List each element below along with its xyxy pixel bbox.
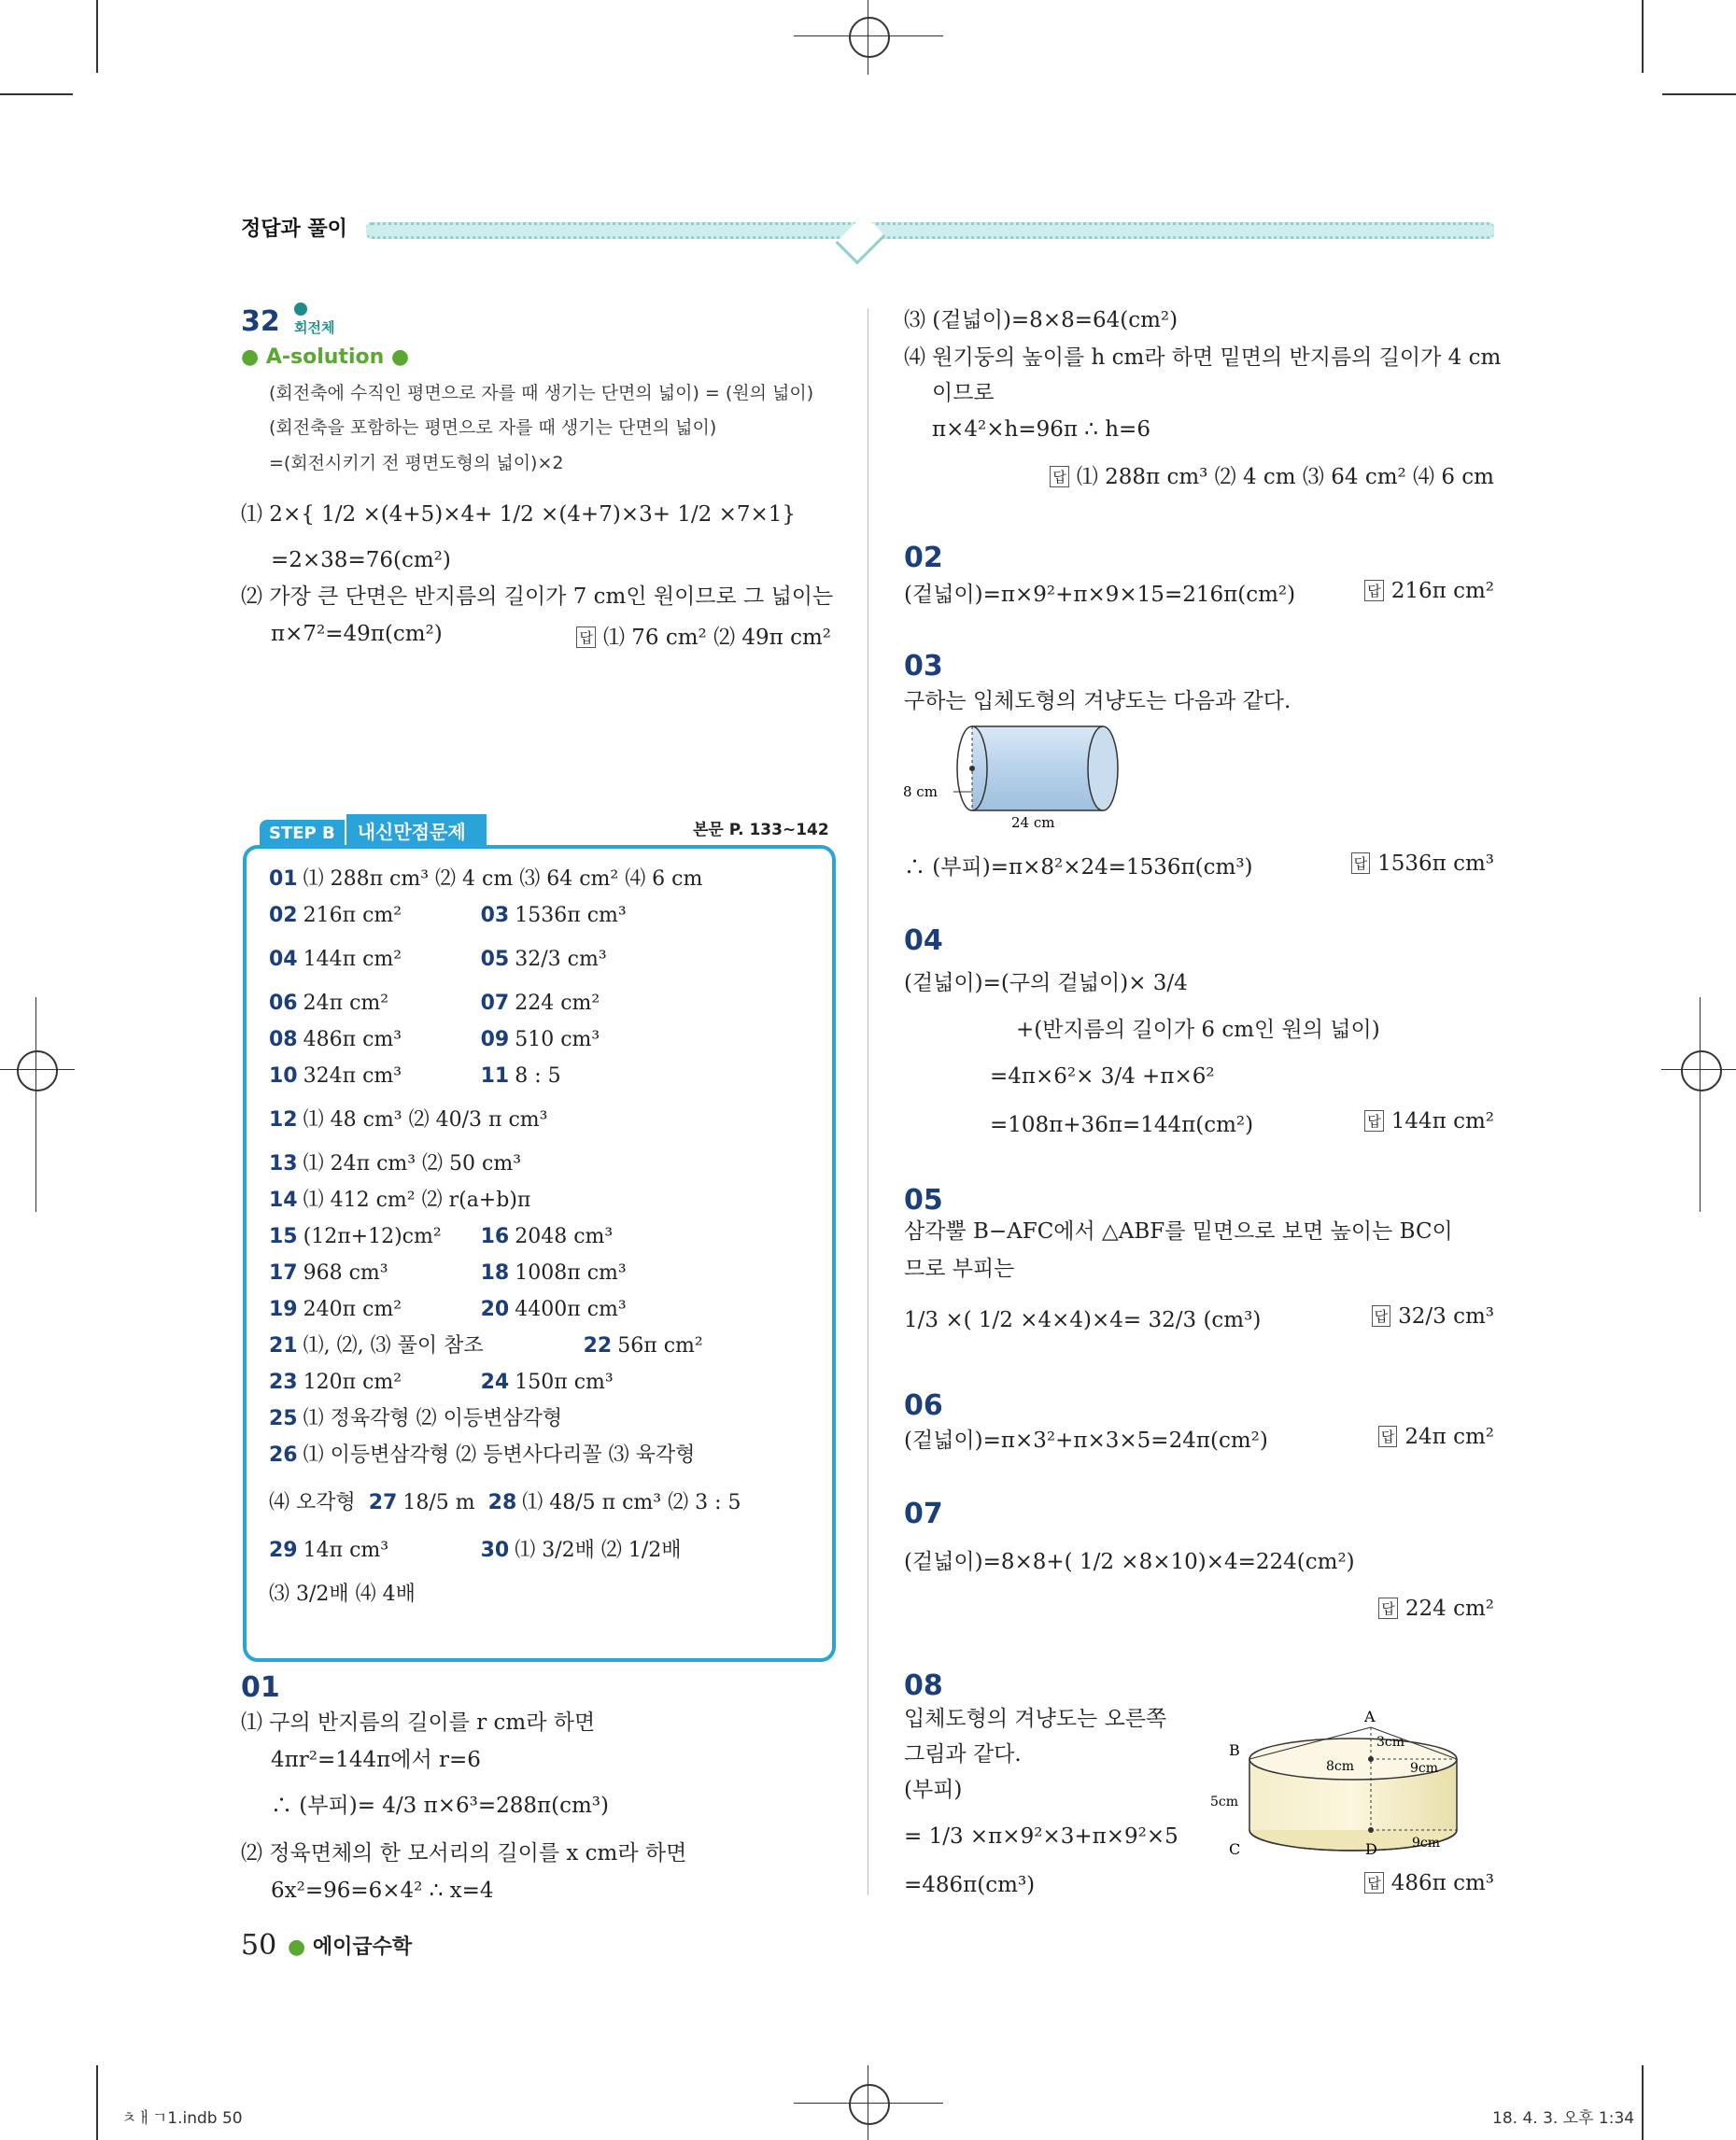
problem-number: 02 (904, 542, 943, 574)
problem-number: 07 (904, 1498, 943, 1530)
solution-line: (부피) (904, 1778, 963, 1802)
solution-line: (겉넓이)=(구의 겉넓이)× 3/4 (904, 971, 1188, 995)
answer-row: 23 120π cm² 24 150π cm³ (269, 1371, 614, 1394)
answer: 답 1536π cm³ (1307, 852, 1494, 876)
brand: ● 에이급수학 (288, 1936, 413, 1959)
step-b-tab: STEP B 내신만점문제 (260, 814, 487, 844)
vertex-b: B (1229, 1741, 1240, 1759)
answer: 답 216π cm² (1307, 579, 1494, 603)
answer: 답 ⑴ 288π cm³ ⑵ 4 cm ⑶ 64 cm² ⑷ 6 cm (981, 459, 1494, 490)
radius-label: 9cm (1412, 1836, 1441, 1851)
answer-row: 06 24π cm² 07 224 cm² (269, 992, 600, 1015)
problem-number: 08 (904, 1669, 943, 1702)
cone-height-label: 3cm (1376, 1735, 1405, 1750)
header-rule (366, 222, 1494, 239)
solution-line: 1/3 ×( 1/2 ×4×4)×4= 32/3 (cm³) (904, 1308, 1262, 1332)
a-solution-heading: ● A-solution ● (241, 345, 410, 369)
print-date: 18. 4. 3. 오후 1:34 (1492, 2109, 1635, 2128)
problem-number: 06 (904, 1389, 943, 1422)
problem-number: 05 (904, 1184, 943, 1217)
cone-cylinder-figure (1205, 1707, 1503, 1875)
solution-note: =(회전시키기 전 평면도형의 넓이)×2 (269, 453, 564, 473)
solution-line: =486π(cm³) (904, 1873, 1036, 1897)
solution-line: 그림과 같다. (904, 1742, 1022, 1767)
step-b-title: 내신만점문제 (346, 814, 487, 847)
answer-row: 10 324π cm³ 11 8 : 5 (269, 1064, 561, 1088)
solution-line: 4πr²=144π에서 r=6 (271, 1748, 481, 1772)
answer: 답 486π cm³ (1307, 1871, 1494, 1895)
solution-line: ⑵ 정육면체의 한 모서리의 길이를 x cm라 하면 (241, 1841, 687, 1865)
solution-line: 므로 부피는 (904, 1257, 1015, 1281)
solution-line: +(반지름의 길이가 6 cm인 원의 넓이) (1016, 1018, 1380, 1042)
textbook-ref: 본문 P. 133~142 (693, 821, 829, 839)
solution-line: ∴ (부피)= 4/3 π×6³=288π(cm³) (271, 1794, 609, 1818)
answer-row: 01 ⑴ 288π cm³ ⑵ 4 cm ⑶ 64 cm² ⑷ 6 cm (269, 867, 703, 891)
solution-line: 입체도형의 겨냥도는 오른쪽 (904, 1707, 1167, 1731)
answer: 답 144π cm² (1307, 1109, 1494, 1133)
solution-note: (회전축에 수직인 평면으로 자를 때 생기는 단면의 넓이) = (원의 넓이) (269, 383, 814, 403)
answer-row: 29 14π cm³ 30 ⑴ 3/2배 ⑵ 1/2배 (269, 1539, 682, 1562)
length-label: 24 cm (1011, 814, 1055, 831)
answer: 답 32/3 cm³ (1307, 1304, 1494, 1329)
problem-number: 01 (241, 1671, 280, 1704)
cyl-height-label: 5cm (1210, 1795, 1239, 1809)
answer-row: 25 ⑴ 정육각형 ⑵ 이등변삼각형 (269, 1407, 563, 1430)
answer-row: 13 ⑴ 24π cm³ ⑵ 50 cm³ (269, 1152, 522, 1176)
answer: 답 24π cm² (1307, 1425, 1494, 1449)
answer-row: 02 216π cm² 03 1536π cm³ (269, 904, 627, 927)
solution-line: (겉넓이)=8×8+( 1/2 ×8×10)×4=224(cm²) (904, 1550, 1355, 1574)
solution-line: π×4²×h=96π ∴ h=6 (932, 417, 1150, 442)
answer-row: 08 486π cm³ 09 510 cm³ (269, 1028, 600, 1051)
solution-line: ⑶ (겉넓이)=8×8=64(cm²) (904, 308, 1179, 332)
vertex-a: A (1364, 1708, 1376, 1725)
answer-row: 04 144π cm² 05 32/3 cm³ (269, 948, 607, 971)
solution-line: ⑴ 2×{ 1/2 ×(4+5)×4+ 1/2 ×(4+7)×3+ 1/2 ×7×1} (241, 502, 797, 527)
problem-number: 04 (904, 924, 943, 957)
solution-line: (겉넓이)=π×3²+π×3×5=24π(cm²) (904, 1429, 1268, 1453)
solution-line: =4π×6²× 3/4 +π×6² (990, 1064, 1215, 1089)
solution-line: (겉넓이)=π×9²+π×9×15=216π(cm²) (904, 583, 1296, 607)
answer-row: ⑶ 3/2배 ⑷ 4배 (269, 1583, 416, 1606)
solution-line: =2×38=76(cm²) (271, 548, 451, 572)
solution-line: π×7²=49π(cm²) (271, 622, 443, 646)
solution-note: (회전축을 포함하는 평면으로 자를 때 생기는 단면의 넓이) (269, 417, 717, 438)
solution-line: 이므로 (932, 381, 995, 405)
solution-line: = 1/3 ×π×9²×3+π×9²×5 (904, 1824, 1179, 1849)
solution-line: 삼각뿔 B−AFC에서 △ABF를 밑면으로 보면 높이는 BC이 (904, 1219, 1453, 1244)
answer-row: ⑷ 오각형 27 18/5 m 28 ⑴ 48/5 π cm³ ⑵ 3 : 5 (269, 1491, 741, 1514)
answer: 답 ⑴ 76 cm² ⑵ 49π cm² (570, 620, 831, 651)
page-number: 50 (241, 1929, 277, 1962)
answer-row: 26 ⑴ 이등변삼각형 ⑵ 등변사다리꼴 ⑶ 육각형 (269, 1443, 696, 1467)
answer: 답 224 cm² (1307, 1597, 1494, 1621)
answer-row: 15 (12π+12)cm² 16 2048 cm³ (269, 1225, 614, 1248)
answer-row: 14 ⑴ 412 cm² ⑵ r(a+b)π (269, 1189, 531, 1212)
answer-row: 17 968 cm³ 18 1008π cm³ (269, 1261, 627, 1285)
solution-line: ⑵ 가장 큰 단면은 반지름의 길이가 7 cm인 원이므로 그 넓이는 (241, 584, 834, 609)
answer-row: 19 240π cm² 20 4400π cm³ (269, 1298, 627, 1321)
answer-row: 21 ⑴, ⑵, ⑶ 풀이 참조 22 56π cm² (269, 1334, 703, 1358)
solution-line: ⑷ 원기둥의 높이를 h cm라 하면 밑면의 반지름의 길이가 4 cm (904, 345, 1502, 370)
cylinder-figure (901, 719, 1125, 836)
solution-line: 6x²=96=6×4² ∴ x=4 (271, 1879, 494, 1903)
file-info: ㅊㅐㄱ1.indb 50 (121, 2109, 243, 2128)
page-header-title: 정답과 풀이 (241, 218, 347, 241)
solution-line: ⑴ 구의 반지름의 길이를 r cm라 하면 (241, 1711, 596, 1735)
problem-number: 32 (241, 305, 280, 338)
radius-label: 9cm (1410, 1761, 1439, 1776)
solution-line: 구하는 입체도형의 겨냥도는 다음과 같다. (904, 689, 1291, 713)
height-label: 8 cm (903, 783, 938, 800)
answer-list (269, 861, 741, 1612)
bulb-icon: ● (288, 1936, 306, 1959)
topic-badge: 회전체 (294, 319, 335, 336)
problem-number: 03 (904, 650, 943, 683)
solution-line: ∴ (부피)=π×8²×24=1536π(cm³) (904, 855, 1253, 880)
answer-row: 12 ⑴ 48 cm³ ⑵ 40/3 π cm³ (269, 1108, 548, 1132)
radius-label: 8cm (1326, 1759, 1355, 1774)
vertex-d: D (1365, 1840, 1377, 1858)
vertex-c: C (1229, 1840, 1241, 1858)
solution-line: =108π+36π=144π(cm²) (990, 1113, 1254, 1137)
